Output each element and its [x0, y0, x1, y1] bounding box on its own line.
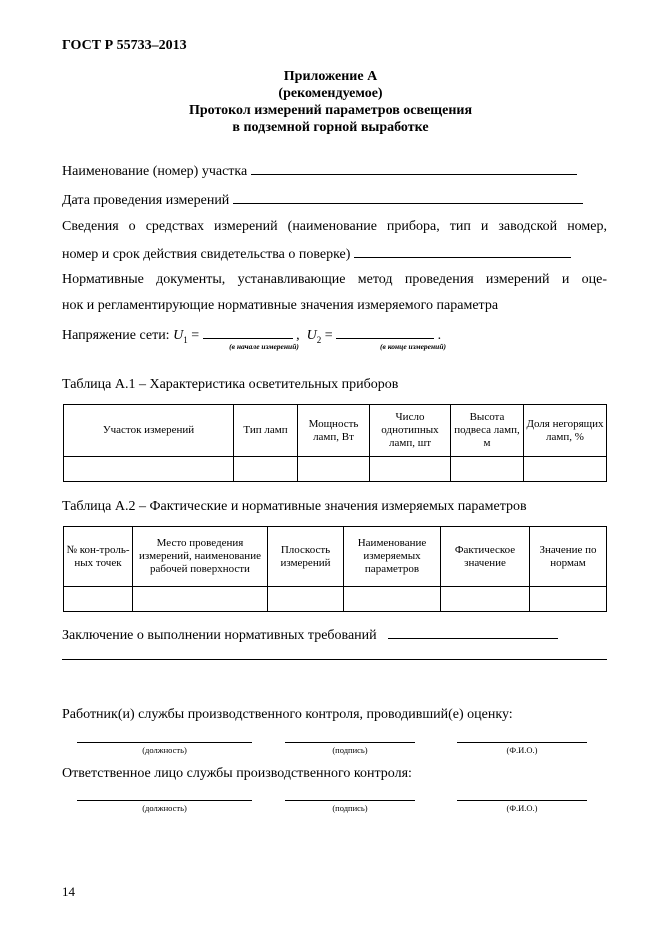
date-blank[interactable]	[233, 191, 583, 204]
table1-header-cell: Высота подвеса ламп, м	[451, 405, 524, 457]
position-caption-2: (должность)	[142, 803, 187, 813]
table1-header-cell: Участок измерений	[64, 405, 234, 457]
table2-empty-cell[interactable]	[268, 587, 344, 612]
table2-header-cell: № кон-троль-ных точек	[64, 527, 133, 587]
site-label: Наименование (номер) участка	[62, 164, 248, 179]
signature-caption-1: (подпись)	[332, 745, 368, 755]
signatures-group1-label: Работник(и) службы производственного контроля, проводивший(е) оценку:	[62, 707, 513, 722]
signature-line-2[interactable]	[285, 800, 415, 801]
appendix-status: (рекомендуемое)	[278, 86, 383, 101]
table2-empty-cell[interactable]	[530, 587, 607, 612]
table2-header-cell: Фактическое значение	[441, 527, 530, 587]
page-number: 14	[62, 884, 75, 899]
table2	[63, 526, 607, 612]
table1-empty-cell[interactable]	[298, 457, 370, 482]
table1	[63, 404, 607, 482]
table1-empty-cell[interactable]	[234, 457, 298, 482]
u1-blank[interactable]	[203, 326, 293, 339]
table2-header-cell: Значение по нормам	[530, 527, 607, 587]
u1-eq: =	[191, 328, 200, 343]
instruments-line-1: Сведения о средствах измерений (наименование прибора, тип и заводской номер,	[62, 219, 607, 234]
table2-empty-cell[interactable]	[133, 587, 268, 612]
table1-empty-cell[interactable]	[451, 457, 524, 482]
name-line-2[interactable]	[457, 800, 587, 801]
table1-empty-cell[interactable]	[524, 457, 607, 482]
signature-caption-2: (подпись)	[332, 803, 368, 813]
site-blank[interactable]	[251, 162, 577, 175]
u1-comma: ,	[296, 328, 300, 343]
conclusion-label: Заключение о выполнении нормативных требований	[62, 628, 377, 643]
u1-sub: 1	[183, 334, 188, 345]
signatures-group2-label: Ответственное лицо службы производственного контроля:	[62, 766, 412, 781]
table2-caption: Таблица А.2 – Фактические и нормативные значения измеряемых параметров	[62, 499, 527, 514]
table1-empty-cell[interactable]	[370, 457, 451, 482]
signature-line-1[interactable]	[285, 742, 415, 743]
norms-line-1: Нормативные документы, устанавливающие метод проведения измерений и оце-	[62, 272, 607, 287]
conclusion-field	[62, 626, 558, 644]
table2-empty-cell[interactable]	[441, 587, 530, 612]
name-caption-1: (Ф.И.О.)	[506, 745, 538, 755]
name-line-1[interactable]	[457, 742, 587, 743]
u2-caption: (в конце измерений)	[380, 342, 446, 351]
u2-period: .	[437, 328, 442, 343]
conclusion-blank[interactable]	[388, 626, 558, 639]
u2-var: U	[306, 328, 317, 343]
u2-eq: =	[324, 328, 333, 343]
table2-header-cell: Место проведения измерений, наименование рабочей поверхности	[133, 527, 268, 587]
instruments-field	[62, 245, 571, 263]
u2-blank[interactable]	[336, 326, 434, 339]
table1-header-cell: Мощность ламп, Вт	[298, 405, 370, 457]
voltage-label: Напряжение сети:	[62, 328, 170, 343]
u2-sub: 2	[316, 334, 322, 345]
name-caption-2: (Ф.И.О.)	[506, 803, 538, 813]
conclusion-continuation-line[interactable]	[62, 659, 607, 660]
position-line-1[interactable]	[77, 742, 252, 743]
instruments-blank[interactable]	[354, 245, 571, 258]
site-field	[62, 162, 577, 180]
table1-header-cell: Тип ламп	[234, 405, 298, 457]
table2-empty-cell[interactable]	[344, 587, 441, 612]
protocol-title: Протокол измерений параметров освещения	[188, 103, 473, 118]
table2-empty-cell[interactable]	[64, 587, 133, 612]
instruments-label: номер и срок действия свидетельства о поверке)	[62, 247, 351, 262]
u1-caption: (в начале измерений)	[229, 342, 299, 351]
table2-header-cell: Наименование измеряемых параметров	[344, 527, 441, 587]
table1-empty-cell[interactable]	[64, 457, 234, 482]
u1-var: U	[173, 328, 184, 343]
document-code: ГОСТ Р 55733–2013	[62, 38, 187, 53]
norms-line-2: нок и регламентирующие нормативные значения измеряемого параметра	[62, 298, 499, 313]
date-field	[62, 191, 583, 209]
table1-header-cell: Доля негорящих ламп, %	[524, 405, 607, 457]
position-caption-1: (должность)	[142, 745, 187, 755]
table1-caption: Таблица А.1 – Характеристика осветительных приборов	[62, 377, 399, 392]
protocol-subtitle: в подземной горной выработке	[232, 120, 429, 135]
table1-header-cell: Число однотипных ламп, шт	[370, 405, 451, 457]
appendix-title: Приложение А	[283, 69, 378, 84]
date-label: Дата проведения измерений	[62, 193, 230, 208]
position-line-2[interactable]	[77, 800, 252, 801]
table2-header-cell: Плоскость измерений	[268, 527, 344, 587]
